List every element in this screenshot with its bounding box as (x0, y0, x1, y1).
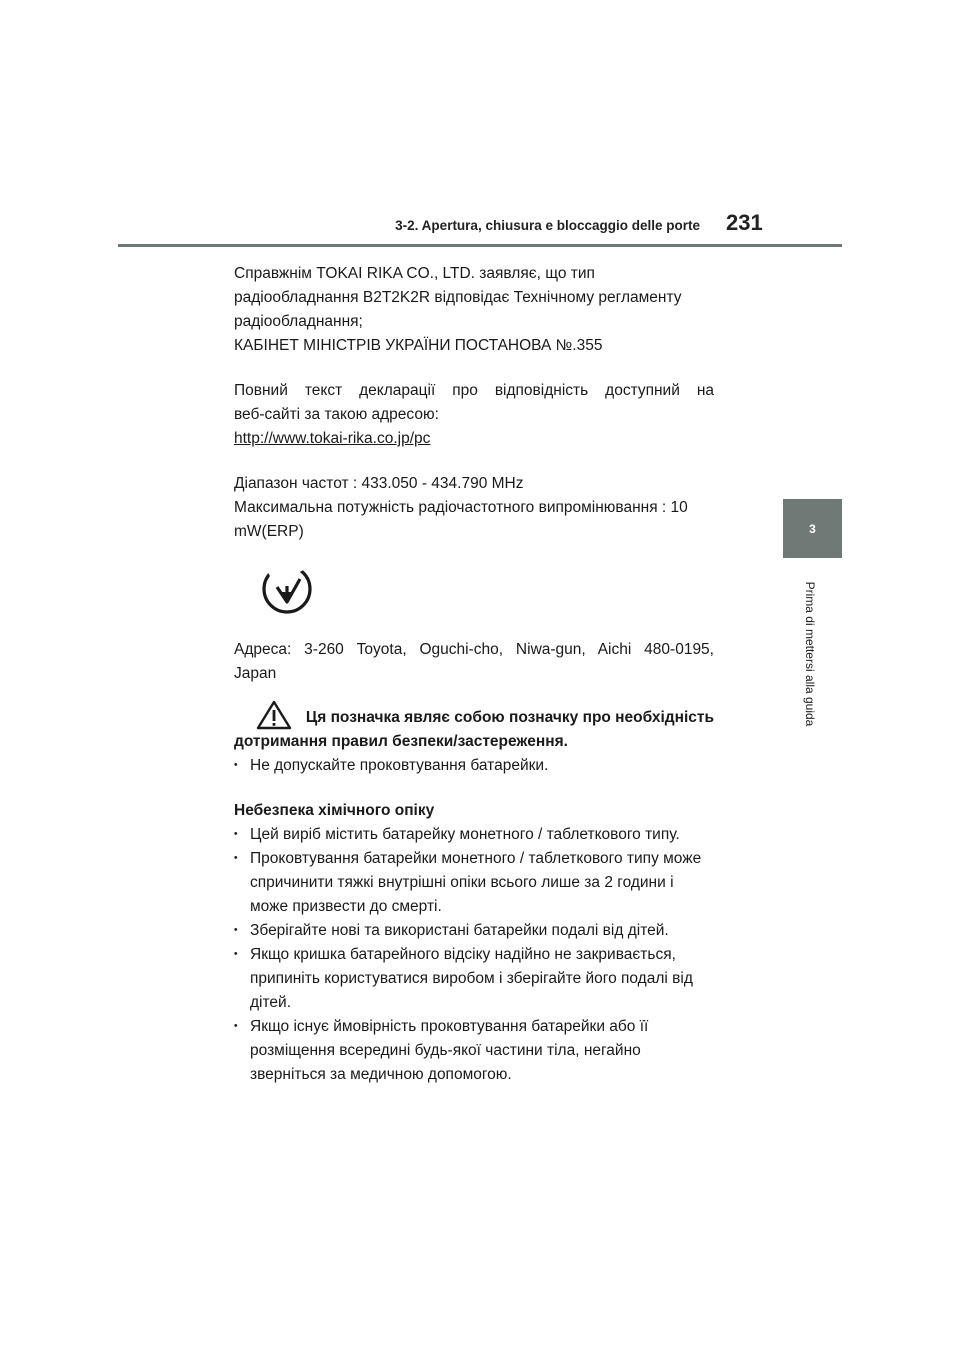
declaration-url-link[interactable]: http://www.tokai-rika.co.jp/pc (234, 430, 431, 447)
frequency-range: Діапазон частот : 433.050 - 434.790 MHz (234, 475, 524, 492)
declaration-line: Справжнім TOKAI RIKA CO., LTD. заявляє, що тип (234, 265, 595, 282)
header-rule (118, 244, 842, 247)
list-item: ・ Якщо кришка батарейного відсіку надійно не закривається, припиніть користуватися виробом і зберігайте його подалі від дітей. (234, 943, 714, 1015)
chem-burn-heading: Небезпека хімічного опіку (234, 802, 435, 819)
address-line: Адреса: 3-260 Toyota, Oguchi-cho, Niwa-gun, Aichi 480-0195, (234, 641, 714, 658)
warning-heading-cont: дотримання правил безпеки/застереження. (234, 733, 568, 750)
max-power: Максимальна потужність радіочастотного випромінювання : 10 (234, 499, 688, 516)
fulltext-notice: Повний текст декларації про відповідність доступний на (234, 382, 714, 399)
page-number: 231 (726, 210, 763, 235)
declaration-line: КАБІНЕТ МІНІСТРІВ УКРАЇНИ ПОСТАНОВА №.355 (234, 337, 603, 354)
chem-bullet-list (234, 823, 714, 1087)
chapter-number: 3 (809, 521, 816, 536)
warning-bullet-list (234, 754, 714, 778)
declaration-line: радіообладнання; (234, 313, 363, 330)
list-item: ・ Якщо існує ймовірність проковтування батарейки або її розміщення всередині будь-якої частини тіла, негайно зверніться за медичною допомогою. (234, 1015, 714, 1087)
declaration-line: радіообладнання B2T2K2R відповідає Технічному регламенту (234, 289, 682, 306)
header-section-title: 3-2. Apertura, chiusura e bloccaggio delle porte (395, 218, 700, 233)
address-line-cont: Japan (234, 665, 277, 682)
warning-triangle-icon (256, 700, 292, 730)
fulltext-notice-cont: веб-сайті за такою адресою: (234, 406, 439, 423)
warning-heading: Ця позначка являє собою позначку про необхідність (305, 709, 714, 726)
list-item: ・ Не допускайте проковтування батарейки. (234, 754, 714, 778)
max-power-cont: mW(ERP) (234, 523, 304, 540)
main-content (234, 258, 714, 1087)
list-item: ・ Цей виріб містить батарейку монетного / таблеткового типу. (234, 823, 714, 847)
list-item: ・ Проковтування батарейки монетного / таблеткового типу може спричинити тяжкі внутрішні опіки всього лише за 2 години і може призвести до смерті. (234, 847, 714, 919)
ukraine-conformity-mark-icon (260, 562, 314, 616)
chapter-label: Prima di mettersi alla guida (803, 581, 817, 727)
list-item: ・ Зберігайте нові та використані батарейки подалі від дітей. (234, 919, 714, 943)
